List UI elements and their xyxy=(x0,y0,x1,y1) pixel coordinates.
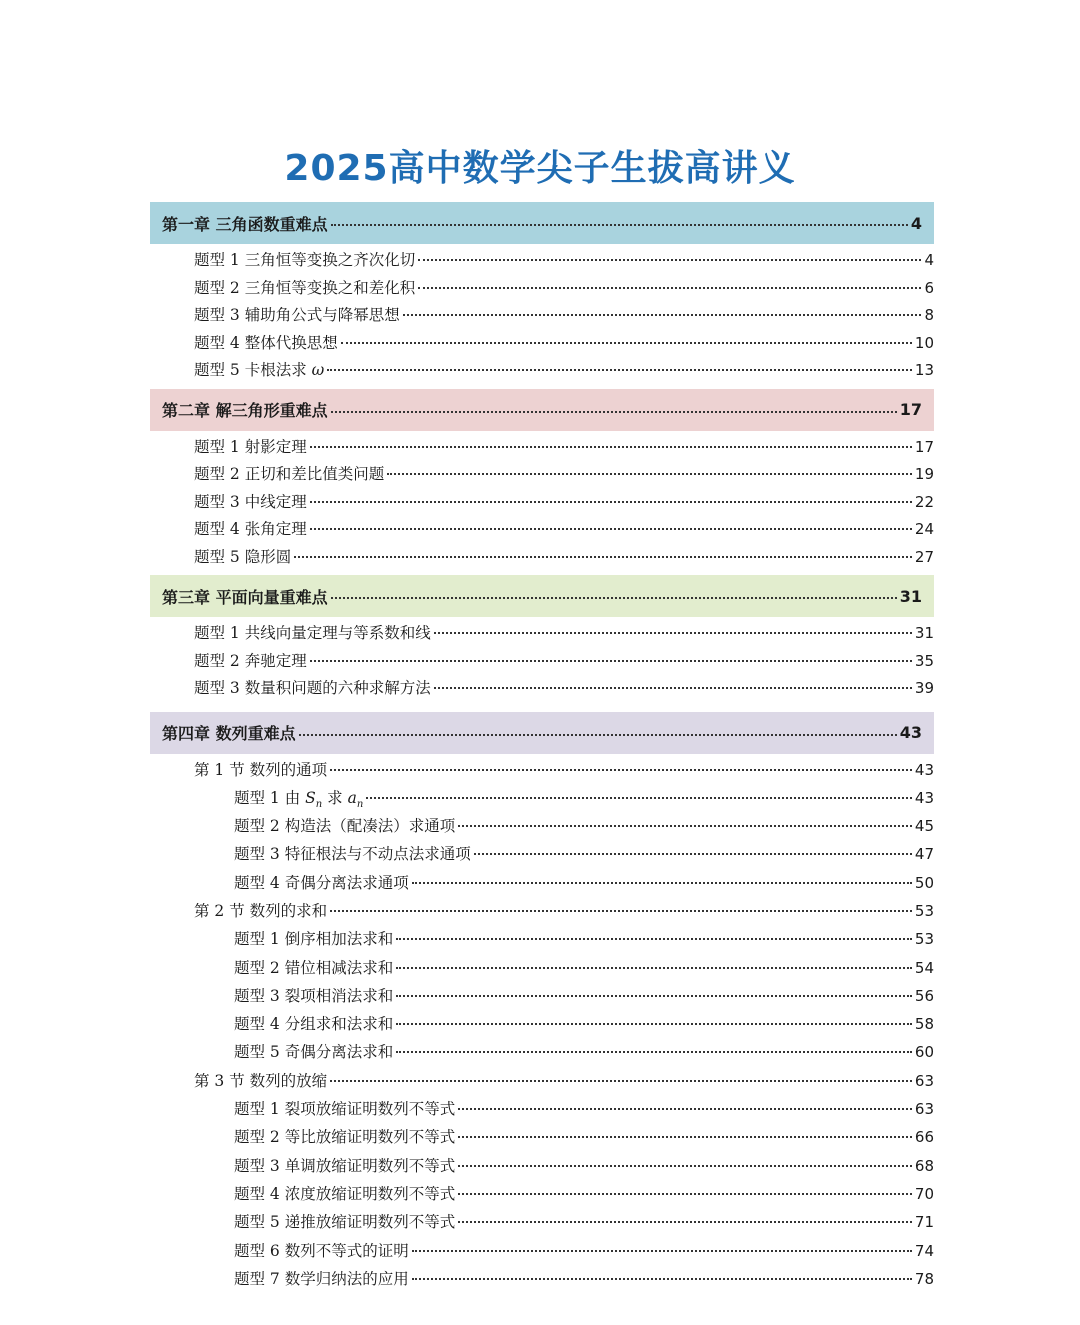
toc-entry[interactable] xyxy=(150,1125,934,1153)
dot-leader xyxy=(366,797,912,799)
page-number: 70 xyxy=(914,1184,934,1203)
section-label: 第 2 节 数列的求和 xyxy=(194,901,328,920)
page-number: 53 xyxy=(914,901,934,920)
dot-leader xyxy=(294,556,912,558)
math-symbol: a xyxy=(347,788,357,807)
entry-label: 题型 2 正切和差比值类问题 xyxy=(194,465,385,483)
dot-leader xyxy=(299,734,897,736)
page-number: 17 xyxy=(899,400,922,419)
dot-leader xyxy=(412,1278,912,1280)
entry-label: 题型 3 特征根法与不动点法求通项 xyxy=(234,845,471,864)
chapter-label: 第三章 平面向量重难点 xyxy=(162,587,328,607)
section-label: 第 3 节 数列的放缩 xyxy=(194,1071,328,1090)
dot-leader xyxy=(412,882,912,884)
page-number: 4 xyxy=(910,213,922,233)
toc-entry[interactable] xyxy=(150,814,934,842)
dot-leader xyxy=(341,342,912,344)
dot-leader xyxy=(458,1108,912,1110)
dot-leader xyxy=(330,910,912,912)
page-number: 50 xyxy=(914,873,934,892)
page-number: 47 xyxy=(914,845,934,864)
entry-label: 题型 4 浓度放缩证明数列不等式 xyxy=(234,1184,456,1203)
table-of-contents xyxy=(150,202,934,1295)
toc-entry[interactable] xyxy=(150,1154,934,1182)
page-number: 10 xyxy=(914,333,934,352)
entry-label xyxy=(194,358,324,380)
dot-leader xyxy=(474,853,912,855)
page-number: 31 xyxy=(899,586,922,606)
page-number: 63 xyxy=(914,1100,934,1119)
toc-entry[interactable] xyxy=(150,303,934,331)
entry-label: 题型 4 整体代换思想 xyxy=(194,333,338,352)
entry-label: 题型 2 三角恒等变换之和差化积 xyxy=(194,278,416,297)
entry-label: 题型 1 射影定理 xyxy=(194,437,307,456)
dot-leader xyxy=(458,1221,912,1223)
section-entry[interactable] xyxy=(150,899,934,927)
entry-label: 题型 3 裂项相消法求和 xyxy=(234,986,394,1005)
entry-label: 题型 1 倒序相加法求和 xyxy=(234,930,394,949)
entry-label: 题型 1 三角恒等变换之齐次化切 xyxy=(194,251,416,269)
page-number: 66 xyxy=(914,1128,934,1147)
dot-leader xyxy=(396,967,912,969)
entry-label-text: 题型 5 卡根法求 xyxy=(194,361,312,379)
entry-label: 题型 3 单调放缩证明数列不等式 xyxy=(234,1156,456,1175)
toc-entry[interactable] xyxy=(150,545,934,573)
entry-label: 题型 4 分组求和法求和 xyxy=(234,1015,394,1034)
page-number: 58 xyxy=(914,1015,934,1034)
page-number: 22 xyxy=(914,492,934,511)
entry-label: 题型 2 奔驰定理 xyxy=(194,651,307,670)
toc-entry[interactable] xyxy=(150,1182,934,1210)
dot-leader xyxy=(434,687,912,689)
omega-symbol: ω xyxy=(311,361,325,379)
math-subscript: n xyxy=(315,798,323,810)
entry-label: 题型 6 数列不等式的证明 xyxy=(234,1241,409,1260)
entry-label: 题型 2 构造法（配凑法）求通项 xyxy=(234,817,456,836)
toc-entry[interactable] xyxy=(150,248,934,276)
entry-label: 题型 2 错位相减法求和 xyxy=(234,958,394,977)
dot-leader xyxy=(396,1051,912,1053)
dot-leader xyxy=(396,1023,912,1025)
dot-leader xyxy=(330,1080,912,1082)
page-number: 74 xyxy=(914,1241,934,1260)
page-number: 60 xyxy=(914,1043,934,1062)
chapter-label: 第二章 解三角形重难点 xyxy=(162,401,328,420)
toc-entry[interactable] xyxy=(150,1097,934,1125)
page-number: 56 xyxy=(914,986,934,1005)
dot-leader xyxy=(403,314,922,316)
toc-entry[interactable] xyxy=(150,1239,934,1267)
entry-label: 题型 4 张角定理 xyxy=(194,520,307,538)
chapter-label: 第一章 三角函数重难点 xyxy=(162,214,328,234)
dot-leader xyxy=(434,632,912,634)
toc-entry[interactable] xyxy=(150,956,934,984)
dot-leader xyxy=(396,995,912,997)
page-title: 2025高中数学尖子生拔高讲义 xyxy=(284,148,796,189)
toc-entry[interactable] xyxy=(150,1210,934,1238)
dot-leader xyxy=(458,825,912,827)
page-number: 35 xyxy=(914,651,934,670)
chapter-1-entry[interactable] xyxy=(150,202,934,244)
toc-entry[interactable] xyxy=(150,1267,934,1295)
dot-leader xyxy=(327,369,912,371)
dot-leader xyxy=(331,224,908,226)
math-symbol: S xyxy=(305,788,316,807)
dot-leader xyxy=(331,597,897,599)
toc-entry[interactable] xyxy=(150,331,934,359)
dot-leader xyxy=(387,473,912,475)
dot-leader xyxy=(418,259,921,261)
entry-label-text: 题型 1 由 xyxy=(234,788,306,807)
toc-entry[interactable] xyxy=(150,786,934,814)
toc-entry[interactable] xyxy=(150,676,934,704)
page-number: 13 xyxy=(914,361,934,379)
dot-leader xyxy=(418,287,921,289)
page-number: 4 xyxy=(924,251,934,269)
math-subscript: n xyxy=(356,798,364,810)
toc-entry[interactable] xyxy=(150,871,934,899)
dot-leader xyxy=(310,660,912,662)
chapter-4-entry[interactable] xyxy=(150,712,934,754)
entry-label: 题型 4 奇偶分离法求通项 xyxy=(234,873,409,892)
entry-label: 题型 7 数学归纳法的应用 xyxy=(234,1269,409,1288)
toc-entry[interactable] xyxy=(150,1012,934,1040)
chapter-3-entry[interactable] xyxy=(150,575,934,617)
page-number: 31 xyxy=(914,624,934,642)
dot-leader xyxy=(458,1136,912,1138)
toc-entry[interactable] xyxy=(150,927,934,955)
entry-label: 题型 2 等比放缩证明数列不等式 xyxy=(234,1128,456,1147)
section-entry[interactable] xyxy=(150,758,934,786)
entry-label: 题型 5 递推放缩证明数列不等式 xyxy=(234,1213,456,1232)
toc-entry[interactable] xyxy=(150,517,934,545)
toc-entry[interactable] xyxy=(150,984,934,1012)
page-number: 6 xyxy=(924,278,934,297)
chapter-2-entry[interactable] xyxy=(150,389,934,431)
entry-label: 题型 1 裂项放缩证明数列不等式 xyxy=(234,1100,456,1119)
dot-leader xyxy=(330,769,912,771)
entry-label: 题型 3 辅助角公式与降幂思想 xyxy=(194,306,400,324)
toc-entry[interactable] xyxy=(150,276,934,304)
page-number: 71 xyxy=(914,1213,934,1232)
dot-leader xyxy=(396,938,912,940)
page-number: 68 xyxy=(914,1156,934,1175)
entry-label: 题型 3 数量积问题的六种求解方法 xyxy=(194,679,431,697)
page-number: 43 xyxy=(899,723,922,742)
dot-leader xyxy=(310,528,912,530)
entry-label: 题型 5 奇偶分离法求和 xyxy=(234,1043,394,1062)
page-number: 8 xyxy=(924,306,934,324)
page-number: 39 xyxy=(914,679,934,697)
entry-label-text: 求 xyxy=(322,788,348,807)
toc-entry[interactable] xyxy=(150,1040,934,1068)
page-number: 24 xyxy=(914,520,934,538)
dot-leader xyxy=(458,1193,912,1195)
page-number: 43 xyxy=(914,760,934,779)
dot-leader xyxy=(310,501,912,503)
page-number: 19 xyxy=(914,465,934,483)
dot-leader xyxy=(331,411,897,413)
section-entry[interactable] xyxy=(150,1069,934,1097)
entry-label: 题型 5 隐形圆 xyxy=(194,547,292,566)
toc-entry[interactable] xyxy=(150,842,934,870)
page-number: 17 xyxy=(914,437,934,456)
page-number: 27 xyxy=(914,547,934,566)
dot-leader xyxy=(458,1165,912,1167)
page-number: 45 xyxy=(914,817,934,836)
toc-entry[interactable] xyxy=(150,490,934,518)
page-number: 78 xyxy=(914,1269,934,1288)
toc-entry[interactable] xyxy=(150,649,934,677)
page-number: 63 xyxy=(914,1071,934,1090)
page-number: 43 xyxy=(914,788,934,807)
dot-leader xyxy=(412,1250,912,1252)
dot-leader xyxy=(310,446,912,448)
entry-label: 题型 1 共线向量定理与等系数和线 xyxy=(194,624,431,642)
toc-entry[interactable] xyxy=(150,435,934,463)
page-number: 54 xyxy=(914,958,934,977)
section-label: 第 1 节 数列的通项 xyxy=(194,760,328,779)
toc-entry[interactable] xyxy=(150,358,934,386)
entry-label: 题型 3 中线定理 xyxy=(194,492,307,511)
chapter-label: 第四章 数列重难点 xyxy=(162,724,296,743)
toc-entry[interactable] xyxy=(150,462,934,490)
page-number: 53 xyxy=(914,930,934,949)
toc-entry[interactable] xyxy=(150,621,934,649)
entry-label xyxy=(234,786,363,810)
